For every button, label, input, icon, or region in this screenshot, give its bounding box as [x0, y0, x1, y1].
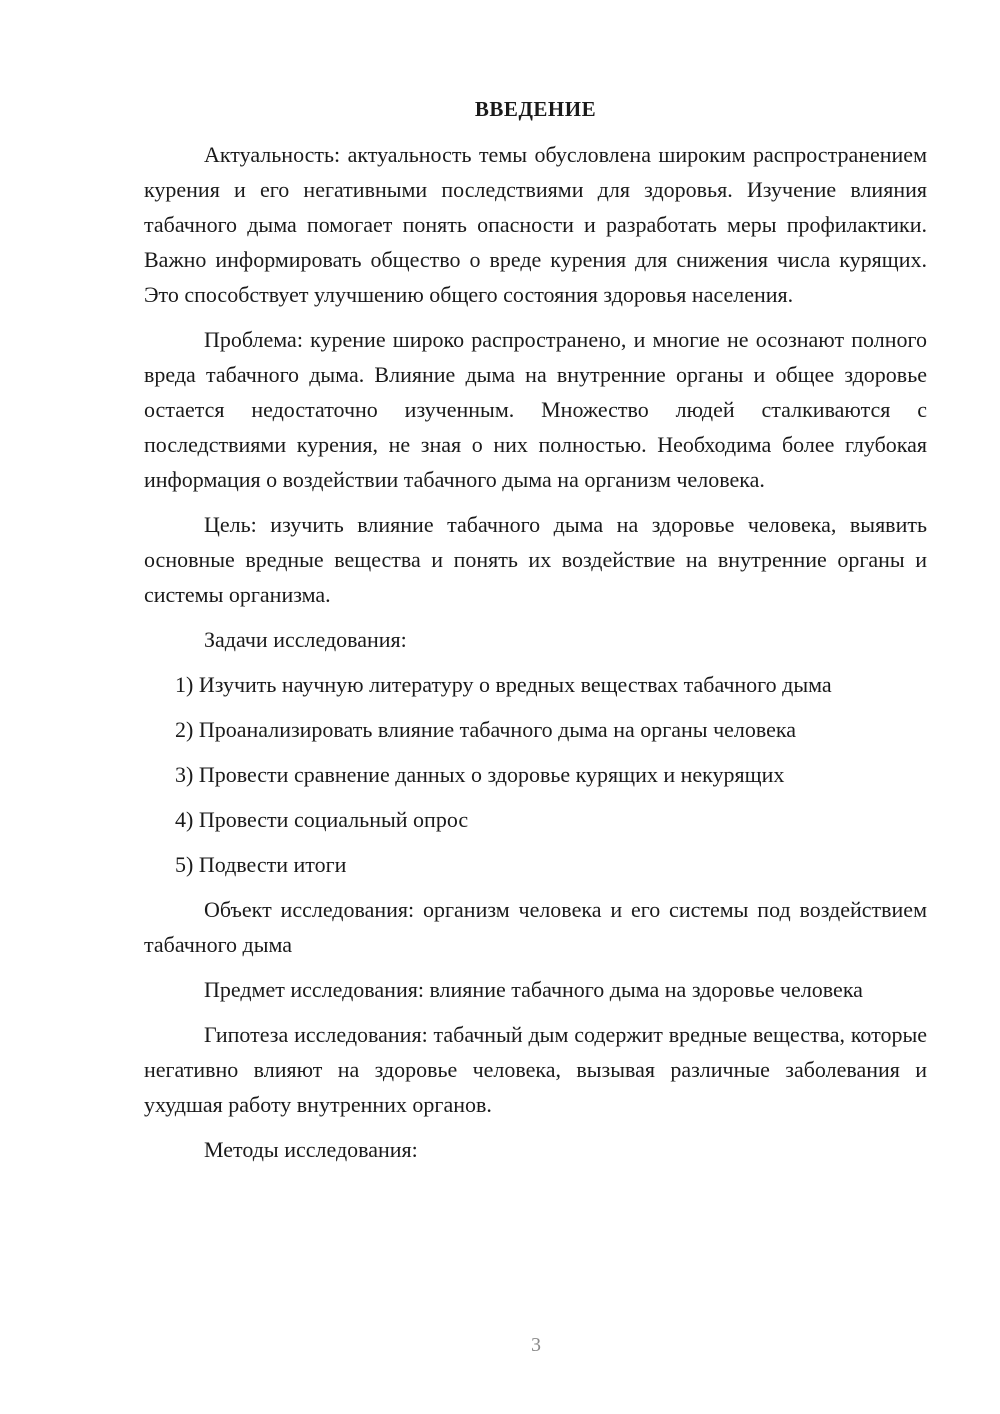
relevance-paragraph: Актуальность: актуальность темы обусловлена широким распространением курения и его негативными последствиями для здоровья. Изучение влияния табачного дыма помогает понять опасности и разработать меры профилактики. Важно информировать общество о вреде курения для снижения числа курящих. Это способствует улучшению общего состояния здоровья населения.	[144, 142, 927, 307]
list-item: 2) Проанализировать влияние табачного дыма на органы человека	[175, 717, 797, 742]
goal-paragraph: Цель: изучить влияние табачного дыма на здоровье человека, выявить основные вредные вещества и понять их воздействие на внутренние органы и системы организма.	[144, 512, 927, 607]
list-item: 4) Провести социальный опрос	[175, 807, 469, 832]
document-page	[144, 92, 927, 1177]
tasks-list	[144, 667, 927, 882]
tasks-heading: Задачи исследования:	[204, 627, 407, 652]
list-item: 3) Провести сравнение данных о здоровье курящих и некурящих	[175, 762, 785, 787]
object-paragraph: Объект исследования: организм человека и его системы под воздействием табачного дыма	[144, 897, 927, 957]
page-number: 3	[531, 1334, 541, 1356]
list-item: 5) Подвести итоги	[175, 852, 347, 877]
subject-paragraph: Предмет исследования: влияние табачного дыма на здоровье человека	[204, 977, 863, 1002]
list-item: 1) Изучить научную литературу о вредных веществах табачного дыма	[175, 672, 832, 697]
methods-heading: Методы исследования:	[204, 1137, 418, 1162]
page-title: ВВЕДЕНИЕ	[474, 97, 597, 121]
problem-paragraph: Проблема: курение широко распространено, и многие не осознают полного вреда табачного дыма. Влияние дыма на внутренние органы и общее здоровье остается недостаточно изученным. Множество людей сталкиваются с последствиями курения, не зная о них полностью. Необходима более глубокая информация о воздействии табачного дыма на организм человека.	[144, 327, 927, 492]
hypothesis-paragraph: Гипотеза исследования: табачный дым содержит вредные вещества, которые негативно влияют на здоровье человека, вызывая различные заболевания и ухудшая работу внутренних органов.	[144, 1022, 927, 1117]
